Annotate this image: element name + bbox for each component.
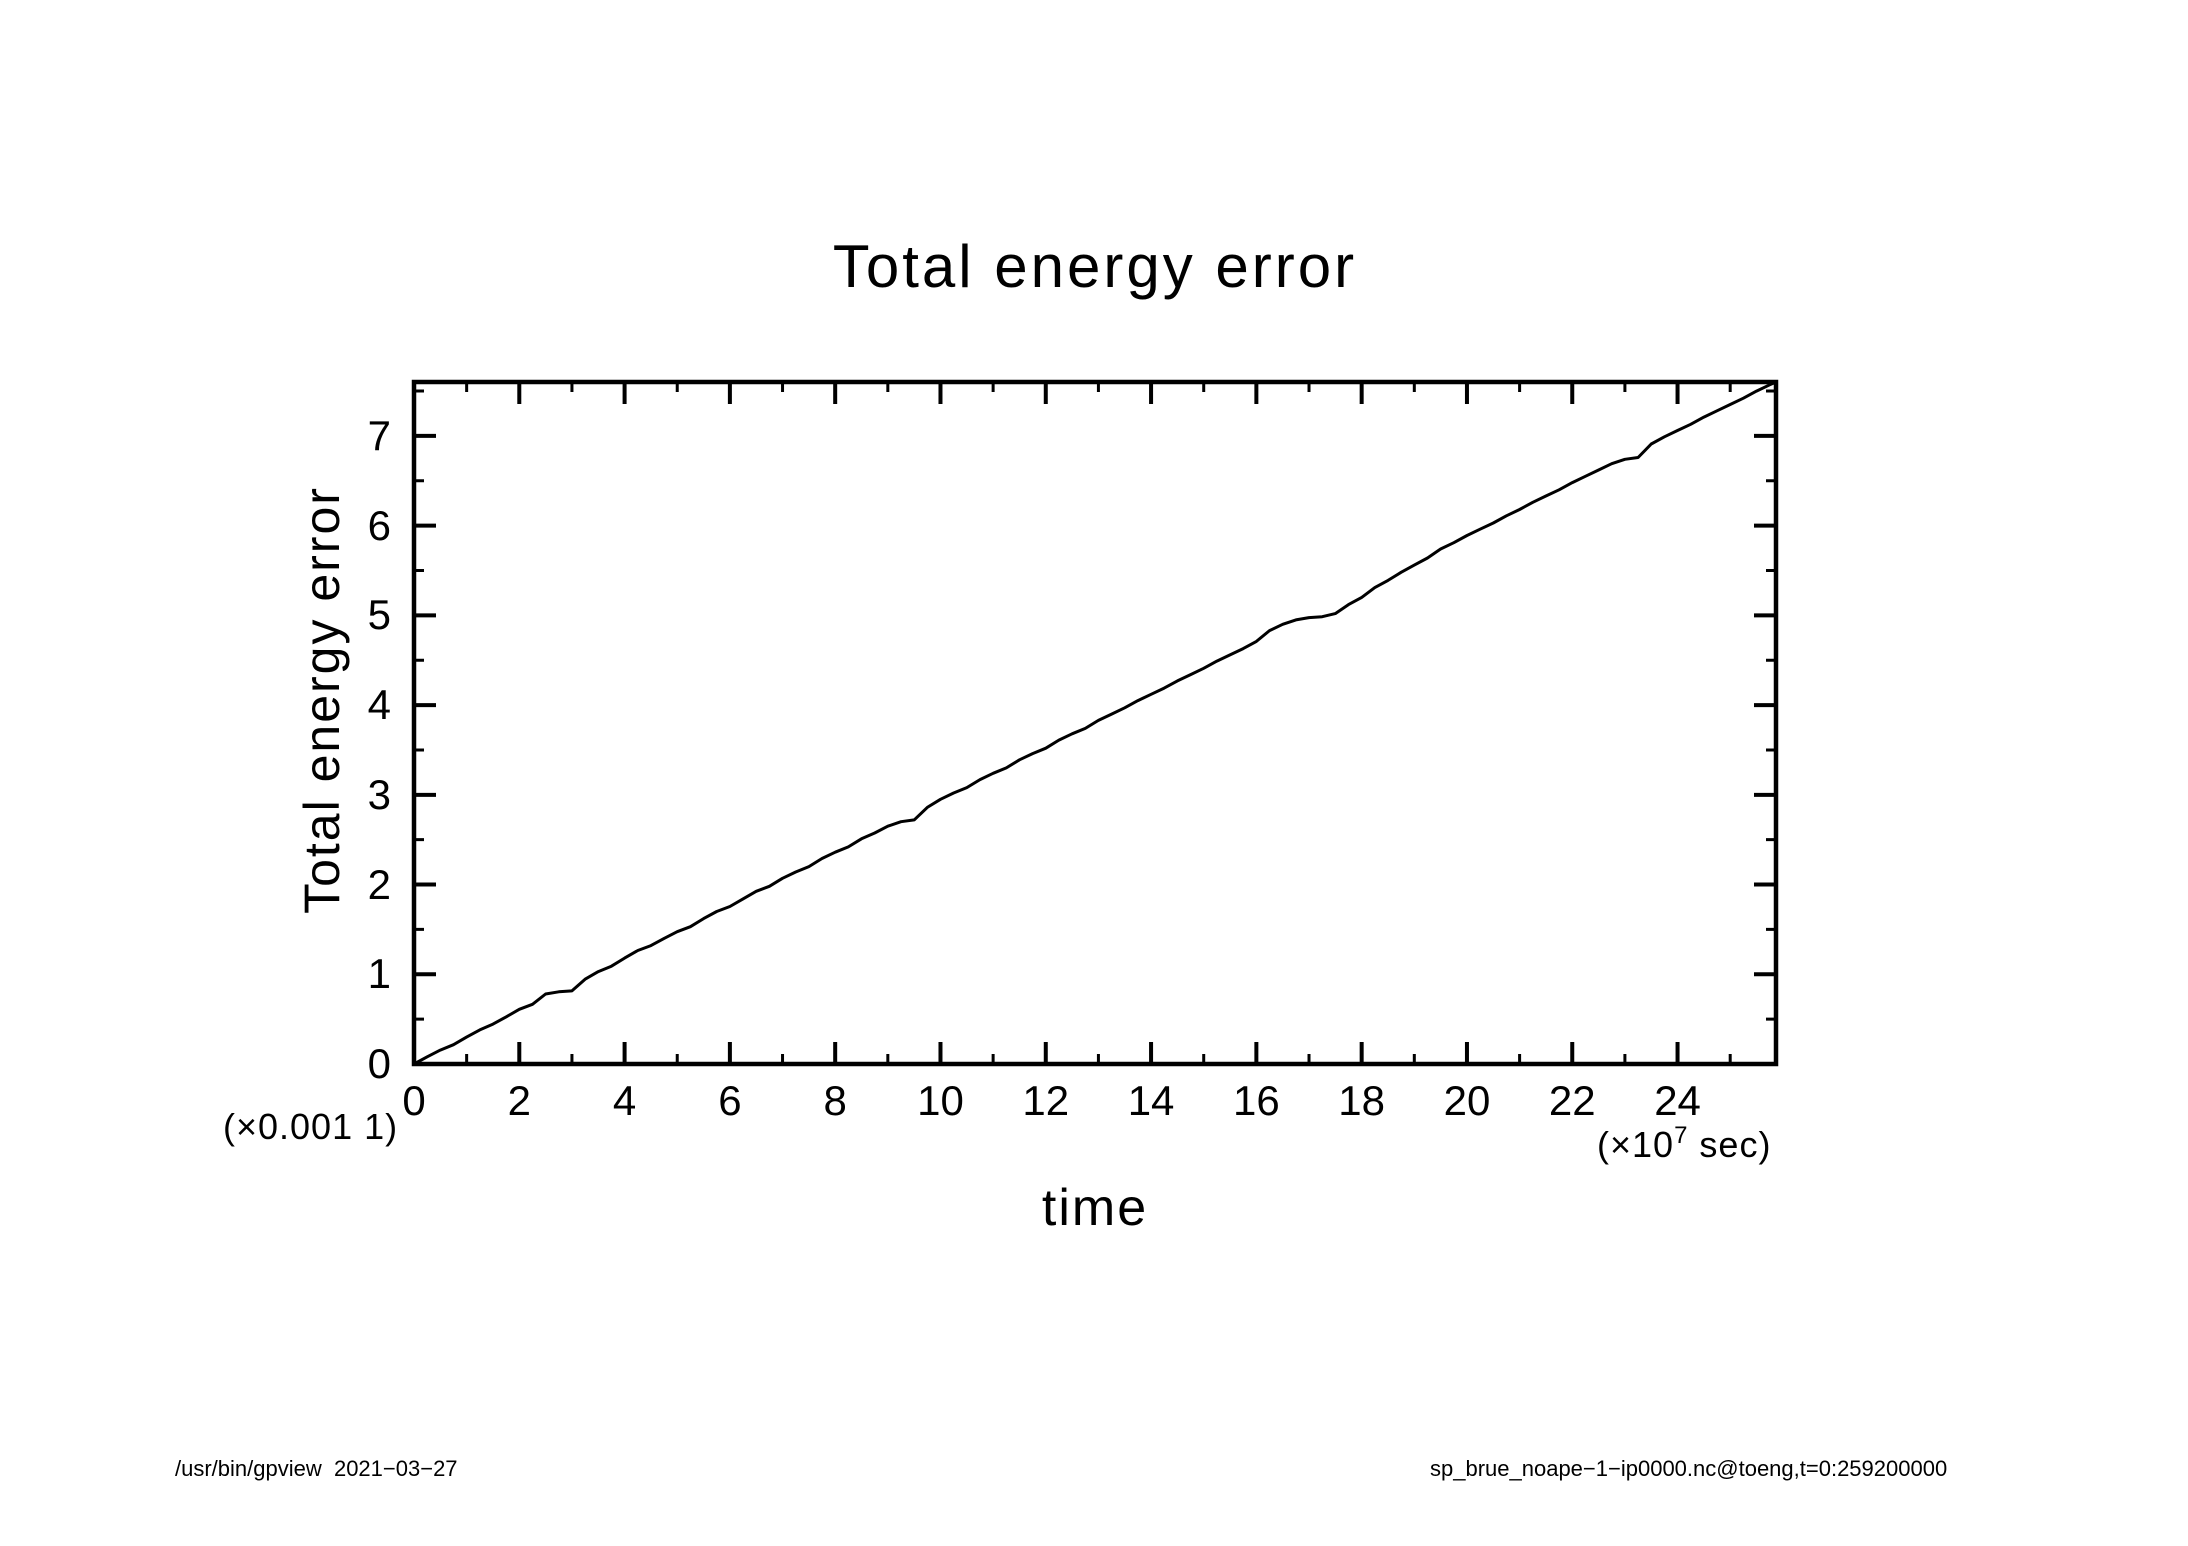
y-axis-title: Total energy error bbox=[294, 486, 350, 914]
footer-command-and-date: /usr/bin/gpview 2021−03−27 bbox=[175, 1456, 458, 1481]
x-tick-label: 16 bbox=[1233, 1077, 1280, 1124]
x-tick-label: 2 bbox=[507, 1077, 531, 1124]
y-tick-label: 4 bbox=[367, 681, 391, 729]
x-tick-label: 10 bbox=[917, 1077, 964, 1124]
x-tick-label: 14 bbox=[1127, 1077, 1175, 1124]
x-tick-label: 12 bbox=[1022, 1077, 1070, 1124]
x-axis-title: time bbox=[1041, 1179, 1149, 1237]
y-tick-label: 5 bbox=[367, 591, 391, 639]
y-tick-label: 2 bbox=[367, 860, 391, 908]
x-scale-prefix: (×10 bbox=[1597, 1124, 1675, 1165]
x-scale-suffix: sec) bbox=[1688, 1124, 1772, 1165]
x-axis-scale-factor bbox=[1597, 1122, 1771, 1166]
y-axis-scale-factor: (×0.001 1) bbox=[223, 1106, 399, 1147]
chart-title: Total energy error bbox=[832, 233, 1358, 300]
series-line bbox=[414, 382, 1776, 1064]
y-tick-label: 0 bbox=[367, 1040, 391, 1087]
x-tick-label: 4 bbox=[612, 1077, 637, 1124]
x-tick-label: 6 bbox=[718, 1077, 742, 1124]
y-tick-label: 7 bbox=[367, 411, 391, 459]
x-tick-label: 0 bbox=[402, 1077, 426, 1124]
y-tick-label: 1 bbox=[367, 950, 391, 998]
x-tick-label: 22 bbox=[1548, 1077, 1596, 1124]
x-scale-exponent: 7 bbox=[1674, 1122, 1689, 1149]
y-tick-label: 6 bbox=[367, 501, 391, 549]
x-tick-label: 18 bbox=[1338, 1077, 1386, 1124]
x-tick-label: 20 bbox=[1443, 1077, 1491, 1124]
x-tick-label: 8 bbox=[823, 1077, 847, 1124]
footer-dataset-info: sp_brue_noape−1−ip0000.nc@toeng,t=0:259200000 bbox=[1430, 1456, 1948, 1481]
y-tick-label: 3 bbox=[367, 770, 391, 818]
x-tick-label: 24 bbox=[1654, 1077, 1701, 1124]
